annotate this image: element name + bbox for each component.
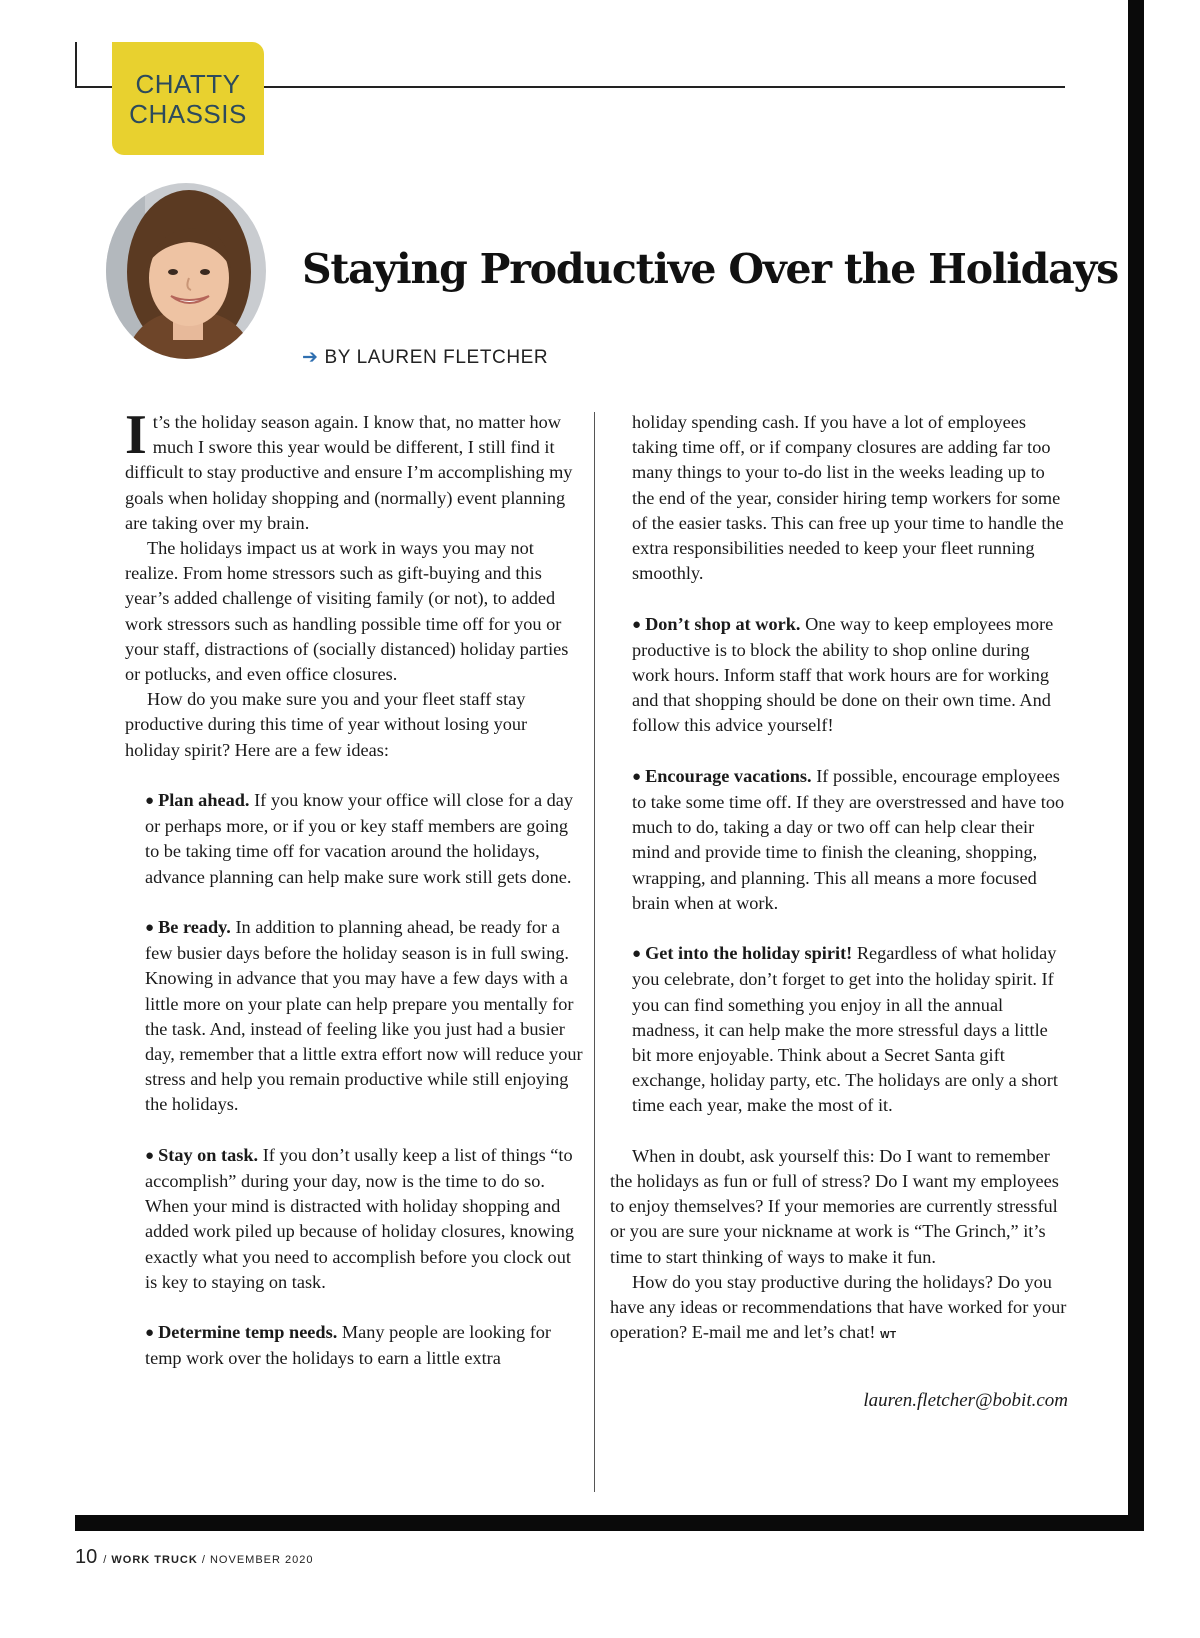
bullet-item (632, 612, 1068, 739)
bullet-continuation: holiday spending cash. If you have a lot of employees taking time off, or if company closures are adding far too many things to your to-do list in the weeks leading up to the end of the year, consider hiring temp workers for some of the easier tasks. This can free up your time to handle the extra responsibilities needed to keep your fleet running smoothly. (632, 412, 1064, 584)
page-shadow-right (1128, 0, 1144, 1528)
bullet-text: If possible, encourage employees to take some time off. If they are overstressed and have too much to do, taking a day or two off can help clear their mind and provide time to finish the cleaning, shopping, wrapping, and planning. This all means a more focused brain when at work. (632, 765, 1065, 913)
bullet-item (632, 764, 1068, 916)
bullet-item (145, 915, 585, 1118)
page-number: 10 (75, 1546, 98, 1568)
bullet-text: If you don’t usally keep a list of things “to accomplish” during your day, now is the time to do so. When your mind is distracted with holiday shopping and added work piled up because of holiday closures, knowing exactly what you need to accomplish before you clock out is key to staying on task. (145, 1144, 574, 1292)
bullet-lead: Determine temp needs. (158, 1322, 338, 1343)
bullet-item (145, 1143, 585, 1295)
department-tag (112, 42, 264, 155)
footer-separator: / (99, 1554, 112, 1566)
byline (302, 346, 548, 369)
bullet-icon: ● (145, 920, 155, 937)
bullet-icon: ● (632, 616, 642, 633)
bullet-lead: Encourage vacations. (645, 765, 812, 786)
article-column-right (610, 410, 1068, 1348)
bullet-icon: ● (632, 768, 642, 785)
bullet-icon: ● (145, 793, 155, 810)
article-headline: Staying Productive Over the Holidays (302, 245, 1118, 293)
bullet-item (632, 941, 1068, 1118)
bullet-icon: ● (145, 1147, 155, 1164)
bullet-text: In addition to planning ahead, be ready for a few busier days before the holiday season is in full swing. Knowing in advance that you may have a few days with a little more on your plate can help prepare you mentally for the task. And, instead of feeling like you just had a busier day, remember that a little extra effort now will reduce your stress and help you remain productive while still enjoying the holidays. (145, 917, 583, 1115)
closing-paragraph-1: When in doubt, ask yourself this: Do I want to remember the holidays as fun or full of stress? Do I want my employees to enjoy themselves? If your memories are currently stressful or you are sure your nickname at work is “The Grinch,” it’s time to start thinking of ways to make it fun. (610, 1145, 1059, 1267)
page-footer (75, 1546, 313, 1569)
frame-left-rule (75, 42, 77, 88)
bullet-text: Many people are looking for temp work over the holidays to earn a little extra (145, 1322, 552, 1369)
closing-paragraph-2 (610, 1270, 1068, 1349)
bullet-text: Regardless of what holiday you celebrate, don’t forget to get into the holiday spirit. If you can find something you enjoy in all the annual madness, it can help make the more stressful days a little bit more enjoyable. Think about a Secret Santa gift exchange, holiday party, etc. The holidays are only a short time each year, make the most of it. (632, 943, 1058, 1116)
paragraph-3: How do you make sure you and your fleet staff stay productive during this time of year without losing your holiday spirit? Here are a few ideas: (125, 689, 528, 760)
closing-text: How do you stay productive during the holidays? Do you have any ideas or recommendations that have worked for your operation? E-mail me and let’s chat! (610, 1271, 1067, 1343)
bullet-lead: Stay on task. (158, 1144, 259, 1165)
byline-text: BY LAUREN FLETCHER (324, 347, 549, 368)
bullet-lead: Get into the holiday spirit! (645, 943, 853, 964)
bullet-item (145, 788, 585, 890)
arrow-right-icon: ➔ (302, 347, 319, 368)
end-mark: WT (880, 1330, 897, 1342)
column-divider (594, 412, 595, 1492)
drop-cap: I (125, 404, 147, 466)
bullet-text: If you know your office will close for a day or perhaps more, or if you or key staff members are going to be taking time off for vacation around the holidays, advance planning can help make sure work still gets done. (145, 790, 574, 887)
intro-text: t’s the holiday season again. I know that, no matter how much I swore this year would be different, I still find it difficult to stay productive and ensure I’m accomplishing my goals when holiday shopping and (normally) event planning are taking over my brain. (125, 412, 573, 533)
department-line-2: CHASSIS (129, 98, 247, 129)
bullet-icon: ● (632, 946, 642, 963)
bullet-lead: Plan ahead. (158, 790, 250, 811)
footer-separator: / (197, 1554, 210, 1566)
paragraph-2: The holidays impact us at work in ways you may not realize. From home stressors such as gift-buying and this year’s added challenge of visiting family (or not), to added work stressors such as handling possible time off for you or your staff, distractions of (socially distanced) holiday parties or potlucks, and even office closures. (125, 538, 569, 685)
intro-paragraph (125, 404, 585, 536)
department-line-1: CHATTY (135, 68, 241, 99)
bullet-lead: Don’t shop at work. (645, 613, 801, 634)
page-shadow-bottom (75, 1515, 1144, 1531)
author-photo (105, 182, 267, 360)
issue-date: NOVEMBER 2020 (209, 1554, 314, 1566)
magazine-name: WORK TRUCK (111, 1554, 198, 1566)
bullet-lead: Be ready. (158, 917, 231, 938)
bullet-text: One way to keep employees more productive is to block the ability to shop online during work hours. Inform staff that work hours are for working and that shopping should be done on their own time. And follow this advice yourself! (632, 613, 1054, 736)
bullet-icon: ● (145, 1325, 155, 1342)
author-email: lauren.fletcher@bobit.com (863, 1390, 1068, 1411)
article-column-left (125, 404, 585, 1372)
bullet-item (145, 1320, 585, 1371)
